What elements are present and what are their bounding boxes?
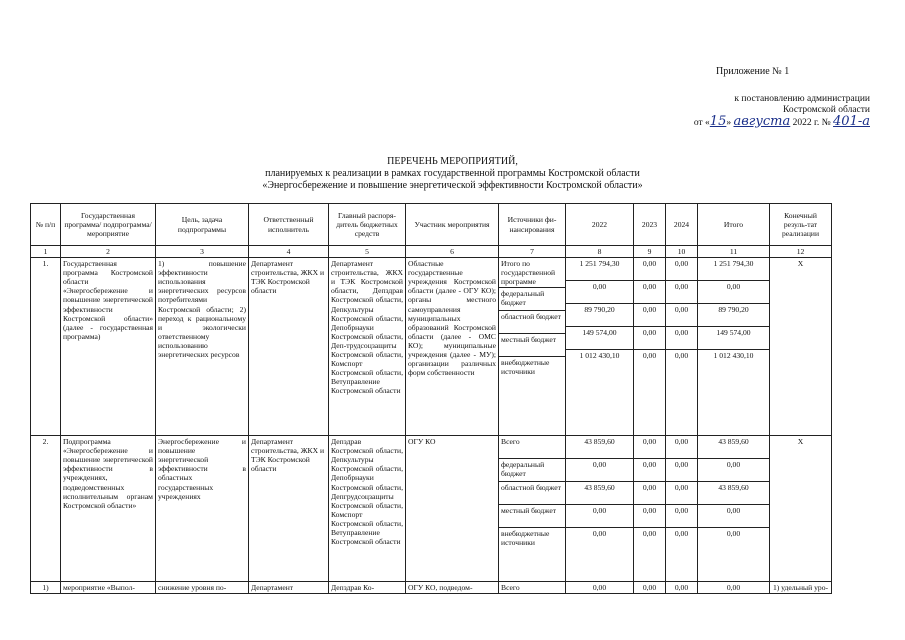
col-header: Итого (698, 204, 770, 246)
title-line-3: «Энергосбережение и повышение энергетической эффективности Костромской области» (262, 180, 643, 191)
value-total-cell (698, 258, 770, 436)
value-2023: 0,00 (642, 529, 657, 539)
decree-number: 401-а (833, 114, 870, 129)
program-name: Подпрограмма «Энергосбережение и повышение энергетической эффективности в учреждениях, подведомственных исполнительным органам Костромской области» (61, 436, 156, 582)
final-result: Х (770, 436, 832, 582)
value-2024: 0,00 (666, 327, 697, 350)
value-2024-cell (666, 436, 698, 582)
row-number: 2. (31, 436, 61, 582)
value-2022: 43 859,60 (566, 482, 633, 505)
funding-source: местный бюджет (499, 334, 565, 357)
funding-source: федеральный бюджет (499, 459, 565, 482)
table-body (31, 258, 832, 594)
table-row (31, 258, 832, 436)
value-2023: 0,00 (634, 327, 665, 350)
decree-line-2: Костромской области (783, 105, 870, 115)
value-2022: 89 790,20 (566, 304, 633, 327)
value-2022-cell (566, 582, 634, 594)
col-header: Главный распоря-дитель бюджетных средств (329, 204, 406, 246)
decree-reference (655, 94, 870, 129)
col-header: 2024 (666, 204, 698, 246)
row-number: 1) (31, 582, 61, 594)
appendix-label: Приложение № 1 (716, 66, 790, 77)
value-2022-cell (566, 258, 634, 436)
program-goal: Энергосбережение и повышение энергетической эффективности в областных государственных учреждениях (156, 436, 249, 582)
col-number: 12 (770, 246, 832, 258)
col-header: Участник мероприятия (406, 204, 499, 246)
value-total-cell (698, 582, 770, 594)
value-2022: 0,00 (566, 505, 633, 528)
col-header: 2022 (566, 204, 634, 246)
budget-manager: Департамент строительства, ЖКХ и ТЭК Костромской области, Депздрав Костромской области, Депкультуры Костромской области, Депобрнауки Костромской области, Деп-трудсоцзащиты Костромской области, Комспорт Костромской области, Ветуправление Костромской области (329, 258, 406, 436)
value-2024-cell (666, 582, 698, 594)
col-header: Конечный резуль-тат реализации (770, 204, 832, 246)
col-number: 8 (566, 246, 634, 258)
col-header: Цель, задача подпрограммы (156, 204, 249, 246)
col-number: 3 (156, 246, 249, 258)
funding-source-cell (499, 582, 566, 594)
col-header: Ответственный исполнитель (249, 204, 329, 246)
value-2023: 0,00 (642, 351, 657, 361)
title-line-2: планируемых к реализации в рамках государственной программы Костромской области (265, 168, 640, 179)
document-title (0, 156, 905, 192)
value-2023: 0,00 (642, 583, 657, 593)
program-name: мероприятие «Выпол- (61, 582, 156, 594)
value-2023-cell (634, 436, 666, 582)
value-2024: 0,00 (674, 351, 689, 361)
funding-source: областной бюджет (499, 311, 565, 334)
col-number: 4 (249, 246, 329, 258)
funding-source: Всего (501, 583, 520, 593)
value-2023: 0,00 (634, 281, 665, 304)
value-total: 149 574,00 (698, 327, 769, 350)
col-number: 1 (31, 246, 61, 258)
col-header: Государственная программа/ подпрограмма/ мероприятие (61, 204, 156, 246)
value-2022: 1 012 430,10 (579, 351, 620, 361)
value-2023-cell (634, 582, 666, 594)
funding-source: Итого по государственной программе (499, 258, 565, 288)
value-2022: 149 574,00 (566, 327, 633, 350)
value-2023: 0,00 (634, 459, 665, 482)
funding-source: Всего (499, 436, 565, 459)
value-2024: 0,00 (666, 505, 697, 528)
col-header: 2023 (634, 204, 666, 246)
budget-manager: Депздрав Ко- (329, 582, 406, 594)
responsible-executor: Департамент (249, 582, 329, 594)
value-2022: 1 251 794,30 (566, 258, 633, 281)
column-number-row (31, 246, 832, 258)
final-result: 1) удельный уро- (770, 582, 832, 594)
decree-month: августа (733, 114, 791, 129)
value-total: 0,00 (726, 583, 741, 593)
participant: Областные государственные учреждения Костромской области (далее - ОГУ КО); органы местного самоуправления муниципальных образований Костромской области (далее - ОМС КО); муниципальные учреждения (далее - МУ); организации различных форм собственности (406, 258, 499, 436)
value-total: 0,00 (726, 529, 741, 539)
value-total: 1 012 430,10 (713, 351, 754, 361)
value-2023: 0,00 (634, 258, 665, 281)
decree-mid: » (726, 118, 732, 128)
value-total: 1 251 794,30 (698, 258, 769, 281)
value-2023-cell (634, 258, 666, 436)
responsible-executor: Департамент строительства, ЖКХ и ТЭК Костромской области (249, 436, 329, 582)
value-2024: 0,00 (666, 436, 697, 459)
value-2024: 0,00 (666, 304, 697, 327)
value-total: 0,00 (698, 459, 769, 482)
row-number: 1. (31, 258, 61, 436)
table-row (31, 582, 832, 594)
budget-manager: Депздрав Костромской области, Депкультуры Костромской области, Депобрнауки Костромской области, Депгрудсоцзащиты Костромской области, Комспорт Костромской области, Ветуправление Костромской области (329, 436, 406, 582)
col-number: 7 (499, 246, 566, 258)
funding-source: внебюджетные источники (501, 358, 550, 377)
value-2024-cell (666, 258, 698, 436)
responsible-executor: Департамент строительства, ЖКХ и ТЭК Костромской области (249, 258, 329, 436)
title-line-1: ПЕРЕЧЕНЬ МЕРОПРИЯТИЙ, (387, 156, 518, 167)
col-header: № п/п (31, 204, 61, 246)
table-row (31, 436, 832, 582)
program-goal: снижение уровня по- (156, 582, 249, 594)
value-2023: 0,00 (634, 436, 665, 459)
funding-source-cell (499, 258, 566, 436)
value-2022: 43 859,60 (566, 436, 633, 459)
value-total: 89 790,20 (698, 304, 769, 327)
col-number: 10 (666, 246, 698, 258)
value-2024: 0,00 (666, 459, 697, 482)
value-2022: 0,00 (592, 583, 607, 593)
value-2022: 0,00 (592, 529, 607, 539)
col-header: Источники фи-нансирования (499, 204, 566, 246)
program-name: Государственная программа Костромской области «Энергосбережение и повышение энергетической эффективности Костромской области» (далее - государственная программа) (61, 258, 156, 436)
col-number: 11 (698, 246, 770, 258)
funding-source: областной бюджет (499, 482, 565, 505)
value-2022: 0,00 (566, 281, 633, 304)
decree-day: 15 (709, 114, 727, 129)
col-number: 9 (634, 246, 666, 258)
col-number: 2 (61, 246, 156, 258)
col-number: 6 (406, 246, 499, 258)
funding-source: внебюджетные источники (501, 529, 550, 548)
funding-source: местный бюджет (499, 505, 565, 528)
value-2023: 0,00 (634, 304, 665, 327)
value-2023: 0,00 (634, 482, 665, 505)
final-result: Х (770, 258, 832, 436)
participant: ОГУ КО, подведом- (406, 582, 499, 594)
funding-source: федеральный бюджет (499, 288, 565, 311)
value-2024: 0,00 (666, 258, 697, 281)
value-2024: 0,00 (674, 583, 689, 593)
value-2023: 0,00 (634, 505, 665, 528)
value-2024: 0,00 (666, 482, 697, 505)
funding-source-cell (499, 436, 566, 582)
value-2024: 0,00 (674, 529, 689, 539)
value-total: 0,00 (698, 281, 769, 304)
decree-year: 2022 г. № (792, 118, 831, 128)
decree-line-1: к постановлению администрации (734, 94, 870, 104)
value-2022-cell (566, 436, 634, 582)
col-number: 5 (329, 246, 406, 258)
measures-table (30, 203, 832, 594)
value-total-cell (698, 436, 770, 582)
table-header-row (31, 204, 832, 246)
value-total: 0,00 (698, 505, 769, 528)
participant: ОГУ КО (406, 436, 499, 582)
value-total: 43 859,60 (698, 482, 769, 505)
decree-date-line (655, 116, 870, 129)
program-goal: 1) повышение эффективности использования энергетических ресурсов потребителями Костромской области; 2) переход к рациональному и экологически ответственному использованию энергетических ресурсов (156, 258, 249, 436)
decree-prefix: от « (693, 118, 710, 128)
value-2024: 0,00 (666, 281, 697, 304)
value-total: 43 859,60 (698, 436, 769, 459)
value-2022: 0,00 (566, 459, 633, 482)
